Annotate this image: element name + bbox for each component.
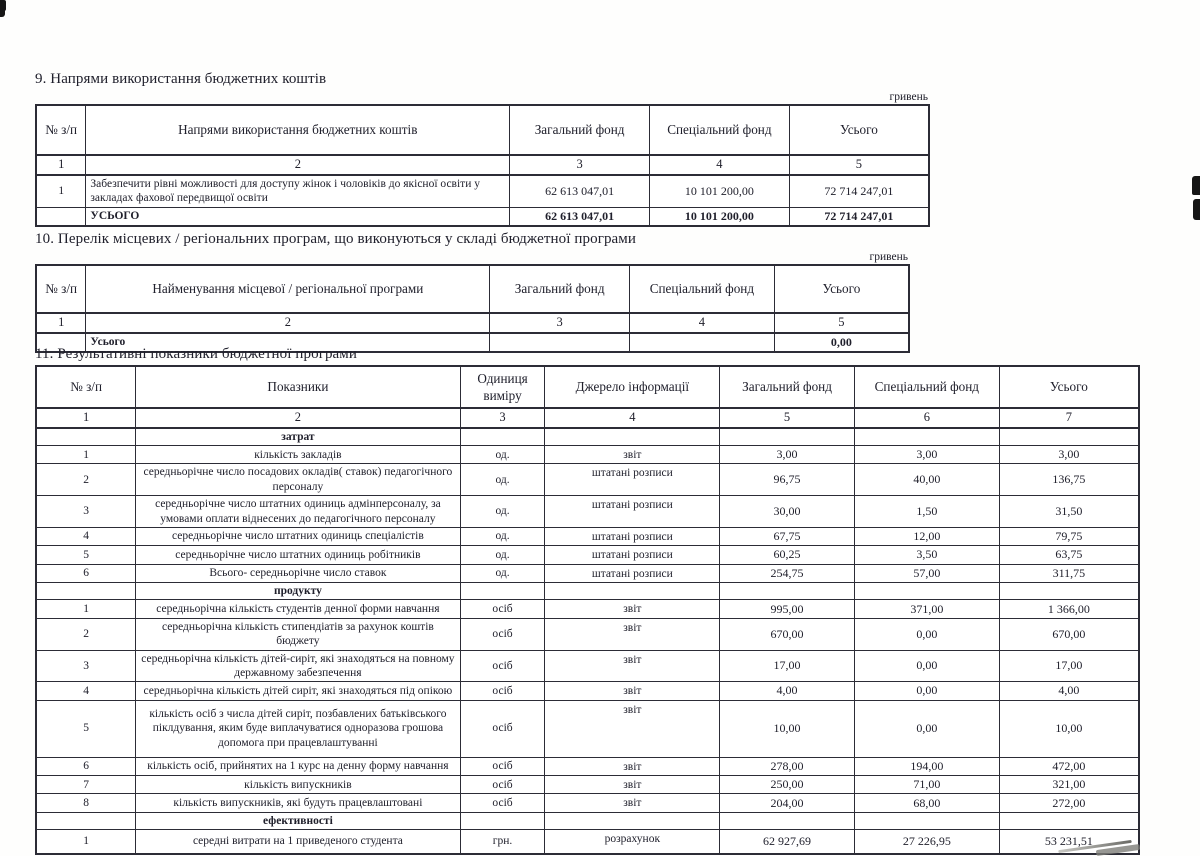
- empty-cell: [545, 428, 720, 446]
- col-header-total: Усього: [774, 265, 909, 313]
- special-fund-cell: 0,00: [854, 650, 999, 682]
- special-fund-cell: 371,00: [854, 600, 999, 618]
- empty-cell: [460, 583, 545, 600]
- total-cell: 4,00: [999, 682, 1139, 700]
- directions-table: [35, 104, 930, 227]
- unit-cell: осіб: [460, 757, 545, 775]
- general-fund-cell: 204,00: [720, 794, 855, 812]
- col-header-indicators: Показники: [136, 366, 460, 408]
- col-header-general-fund: Загальний фонд: [490, 265, 630, 313]
- scan-artifact-right-upper: [1192, 176, 1200, 195]
- section-title: 9. Напрями використання бюджетних коштів: [35, 71, 327, 87]
- total-cell: 1 366,00: [999, 600, 1139, 618]
- indicators-table: [35, 365, 1140, 855]
- special-fund-cell: 57,00: [854, 564, 999, 582]
- table-row: [36, 776, 1139, 794]
- column-number: 4: [630, 313, 775, 333]
- source-cell: звіт: [545, 700, 720, 757]
- table-row: [36, 682, 1139, 700]
- general-fund-cell: 96,75: [720, 464, 855, 496]
- general-fund-cell: 17,00: [720, 650, 855, 682]
- general-fund-cell: 62 927,69: [720, 830, 855, 854]
- column-number: 5: [774, 313, 909, 333]
- row-number-cell: [36, 208, 86, 227]
- table-row: [36, 496, 1139, 528]
- total-cell: 10,00: [999, 700, 1139, 757]
- table-row: [36, 830, 1139, 854]
- row-number-cell: 2: [36, 618, 136, 650]
- total-cell: 136,75: [999, 464, 1139, 496]
- total-cell: 72 714 247,01: [789, 208, 929, 227]
- section-title: 10. Перелік місцевих / регіональних програм, що виконуються у складі бюджетної програми: [35, 231, 637, 247]
- source-cell: звіт: [545, 618, 720, 650]
- empty-cell: [854, 812, 999, 829]
- table-row: [36, 650, 1139, 682]
- table-header-row: [36, 105, 929, 155]
- total-cell: 311,75: [999, 564, 1139, 582]
- total-row: [36, 208, 929, 227]
- col-header-num: № з/п: [36, 265, 86, 313]
- source-cell: звіт: [545, 682, 720, 700]
- general-fund-cell: 67,75: [720, 527, 855, 545]
- special-fund-cell: 0,00: [854, 618, 999, 650]
- indicator-cell: кількість випускників: [136, 776, 460, 794]
- column-number: 2: [86, 155, 510, 175]
- total-label-cell: Усього: [86, 333, 490, 352]
- column-number-row: [36, 155, 929, 175]
- table-row: [36, 700, 1139, 757]
- group-header-efficiency: [36, 812, 1139, 829]
- col-header-special-fund: Спеціальний фонд: [854, 366, 999, 408]
- source-cell: штатані розписи: [545, 546, 720, 564]
- empty-cell: [854, 428, 999, 446]
- indicator-cell: середньорічна кількість студентів денної форми навчання: [136, 600, 460, 618]
- column-number-row: [36, 313, 909, 333]
- empty-cell: [999, 583, 1139, 600]
- indicator-cell: середньорічне число штатних одиниць робітників: [136, 546, 460, 564]
- total-label-cell: УСЬОГО: [86, 208, 510, 227]
- special-fund-cell: 3,50: [854, 546, 999, 564]
- table-row: [36, 175, 929, 208]
- special-fund-cell: 0,00: [854, 700, 999, 757]
- empty-cell: [720, 812, 855, 829]
- special-fund-cell: 0,00: [854, 682, 999, 700]
- table-row: [36, 464, 1139, 496]
- row-number-cell: 3: [36, 650, 136, 682]
- table-row: [36, 794, 1139, 812]
- indicator-cell: середньорічна кількість дітей сиріт, які знаходяться під опікою: [136, 682, 460, 700]
- special-fund-cell: 27 226,95: [854, 830, 999, 854]
- section-title: 11. Результативні показники бюджетної програми: [35, 346, 358, 362]
- special-fund-cell: 3,00: [854, 446, 999, 464]
- source-cell: штатані розписи: [545, 496, 720, 528]
- total-cell: 17,00: [999, 650, 1139, 682]
- row-number-cell: 4: [36, 682, 136, 700]
- total-cell: 0,00: [774, 333, 909, 352]
- source-cell: розрахунок: [545, 830, 720, 854]
- special-fund-cell: 40,00: [854, 464, 999, 496]
- col-header-general-fund: Загальний фонд: [510, 105, 650, 155]
- indicator-cell: середньорічне число посадових окладів( ставок) педагогічного персоналу: [136, 464, 460, 496]
- column-number: 4: [649, 155, 789, 175]
- row-number-cell: 1: [36, 830, 136, 854]
- unit-cell: од.: [460, 546, 545, 564]
- total-cell: 272,00: [999, 794, 1139, 812]
- unit-cell: осіб: [460, 700, 545, 757]
- scan-artifact-right-lower: [1193, 199, 1200, 220]
- section-11-performance-indicators: [35, 346, 1140, 855]
- general-fund-cell: 254,75: [720, 564, 855, 582]
- general-fund-cell: 62 613 047,01: [510, 175, 650, 208]
- unit-cell: осіб: [460, 600, 545, 618]
- indicator-cell: середні витрати на 1 приведеного студента: [136, 830, 460, 854]
- col-header-num: № з/п: [36, 366, 136, 408]
- table-row: [36, 600, 1139, 618]
- indicator-cell: кількість осіб, прийнятих на 1 курс на денну форму навчання: [136, 757, 460, 775]
- row-number-cell: 5: [36, 700, 136, 757]
- unit-cell: осіб: [460, 776, 545, 794]
- table-header-row: [36, 366, 1139, 408]
- general-fund-cell: 62 613 047,01: [510, 208, 650, 227]
- row-number-cell: 1: [36, 175, 86, 208]
- group-header-costs: [36, 428, 1139, 446]
- unit-cell: грн.: [460, 830, 545, 854]
- source-cell: звіт: [545, 776, 720, 794]
- row-number-cell: 3: [36, 496, 136, 528]
- row-number-cell: 1: [36, 600, 136, 618]
- column-number: 1: [36, 155, 86, 175]
- unit-cell: осіб: [460, 618, 545, 650]
- total-cell: 472,00: [999, 757, 1139, 775]
- table-row: [36, 527, 1139, 545]
- total-cell: 3,00: [999, 446, 1139, 464]
- indicator-cell: середньорічне число штатних одиниць адмінперсоналу, за умовами оплати віднесених до педагогічного персоналу: [136, 496, 460, 528]
- table-row: [36, 618, 1139, 650]
- group-header-label: продукту: [136, 583, 460, 600]
- row-number-cell: 1: [36, 446, 136, 464]
- col-header-total: Усього: [789, 105, 929, 155]
- general-fund-cell: 4,00: [720, 682, 855, 700]
- programs-table: [35, 264, 910, 353]
- indicator-cell: середньорічна кількість стипендіатів за рахунок коштів бюджету: [136, 618, 460, 650]
- source-cell: штатані розписи: [545, 564, 720, 582]
- section-10-local-programs: [35, 231, 910, 353]
- indicator-cell: кількість випускників, які будуть працевлаштовані: [136, 794, 460, 812]
- empty-cell: [36, 583, 136, 600]
- column-number-row: [36, 408, 1139, 428]
- column-number: 5: [789, 155, 929, 175]
- unit-cell: од.: [460, 446, 545, 464]
- special-fund-cell: 194,00: [854, 757, 999, 775]
- general-fund-cell: 278,00: [720, 757, 855, 775]
- column-number: 4: [545, 408, 720, 428]
- col-header-total: Усього: [999, 366, 1139, 408]
- empty-cell: [36, 428, 136, 446]
- empty-cell: [460, 812, 545, 829]
- general-fund-cell: 30,00: [720, 496, 855, 528]
- empty-cell: [36, 812, 136, 829]
- total-cell: 79,75: [999, 527, 1139, 545]
- col-header-general-fund: Загальний фонд: [720, 366, 855, 408]
- row-number-cell: 4: [36, 527, 136, 545]
- total-cell: 670,00: [999, 618, 1139, 650]
- column-number: 1: [36, 408, 136, 428]
- column-number: 3: [510, 155, 650, 175]
- indicator-cell: середньорічна кількість дітей-сиріт, які знаходяться на повному державному забезпечення: [136, 650, 460, 682]
- unit-cell: осіб: [460, 650, 545, 682]
- column-number: 7: [999, 408, 1139, 428]
- direction-name-cell: Забезпечити рівні можливості для доступу жінок і чоловіків до якісної освіти у закладах фахової передвищої освіти: [86, 175, 510, 208]
- row-number-cell: 8: [36, 794, 136, 812]
- column-number: 1: [36, 313, 86, 333]
- general-fund-cell: 60,25: [720, 546, 855, 564]
- source-cell: штатані розписи: [545, 527, 720, 545]
- empty-cell: [720, 583, 855, 600]
- col-header-source: Джерело інформації: [545, 366, 720, 408]
- table-header-row: [36, 265, 909, 313]
- row-number-cell: 6: [36, 564, 136, 582]
- empty-cell: [545, 583, 720, 600]
- table-row: [36, 757, 1139, 775]
- empty-cell: [460, 428, 545, 446]
- column-number: 3: [490, 313, 630, 333]
- general-fund-cell: 3,00: [720, 446, 855, 464]
- row-number-cell: 6: [36, 757, 136, 775]
- source-cell: звіт: [545, 600, 720, 618]
- table-row: [36, 546, 1139, 564]
- source-cell: звіт: [545, 794, 720, 812]
- indicator-cell: кількість осіб з числа дітей сиріт, позбавлених батьківського піклдування, яким буде виплачуватися одноразова грошова допомога при працевлаштуванні: [136, 700, 460, 757]
- currency-label: гривень: [869, 251, 908, 263]
- total-cell: 321,00: [999, 776, 1139, 794]
- row-number-cell: 2: [36, 464, 136, 496]
- col-header-special-fund: Спеціальний фонд: [649, 105, 789, 155]
- empty-cell: [854, 583, 999, 600]
- source-cell: звіт: [545, 650, 720, 682]
- special-fund-cell: 10 101 200,00: [649, 175, 789, 208]
- col-header-name: Напрями використання бюджетних коштів: [86, 105, 510, 155]
- general-fund-cell: 670,00: [720, 618, 855, 650]
- currency-label: гривень: [889, 91, 928, 103]
- source-cell: звіт: [545, 446, 720, 464]
- scan-artifact-left-bottom: [0, 0, 6, 11]
- table-row: [36, 446, 1139, 464]
- total-cell: 72 714 247,01: [789, 175, 929, 208]
- row-number-cell: 5: [36, 546, 136, 564]
- section-9-budget-directions: [35, 71, 930, 227]
- group-header-output: [36, 583, 1139, 600]
- general-fund-cell: 10,00: [720, 700, 855, 757]
- column-number: 5: [720, 408, 855, 428]
- unit-cell: осіб: [460, 794, 545, 812]
- unit-cell: осіб: [460, 682, 545, 700]
- general-fund-cell: 995,00: [720, 600, 855, 618]
- total-cell: 53 231,51: [999, 830, 1139, 854]
- source-cell: штатані розписи: [545, 464, 720, 496]
- column-number: 2: [86, 313, 490, 333]
- column-number: 3: [460, 408, 545, 428]
- special-fund-cell: 12,00: [854, 527, 999, 545]
- table-row: [36, 564, 1139, 582]
- special-fund-cell: 71,00: [854, 776, 999, 794]
- col-header-num: № з/п: [36, 105, 86, 155]
- col-header-special-fund: Спеціальний фонд: [630, 265, 775, 313]
- group-header-label: ефективності: [136, 812, 460, 829]
- column-number: 2: [136, 408, 460, 428]
- total-cell: 31,50: [999, 496, 1139, 528]
- empty-cell: [720, 428, 855, 446]
- unit-cell: од.: [460, 527, 545, 545]
- empty-cell: [999, 428, 1139, 446]
- special-fund-cell: 68,00: [854, 794, 999, 812]
- special-fund-cell: 10 101 200,00: [649, 208, 789, 227]
- empty-cell: [999, 812, 1139, 829]
- source-cell: звіт: [545, 757, 720, 775]
- empty-cell: [545, 812, 720, 829]
- indicator-cell: середньорічне число штатних одиниць спеціалістів: [136, 527, 460, 545]
- general-fund-cell: 250,00: [720, 776, 855, 794]
- col-header-name: Найменування місцевої / регіональної програми: [86, 265, 490, 313]
- row-number-cell: 7: [36, 776, 136, 794]
- unit-cell: од.: [460, 564, 545, 582]
- column-number: 6: [854, 408, 999, 428]
- special-fund-cell: 1,50: [854, 496, 999, 528]
- col-header-unit: Одиниця виміру: [460, 366, 545, 408]
- group-header-label: затрат: [136, 428, 460, 446]
- indicator-cell: кількість закладів: [136, 446, 460, 464]
- total-cell: 63,75: [999, 546, 1139, 564]
- indicator-cell: Всього- середньорічне число ставок: [136, 564, 460, 582]
- unit-cell: од.: [460, 496, 545, 528]
- unit-cell: од.: [460, 464, 545, 496]
